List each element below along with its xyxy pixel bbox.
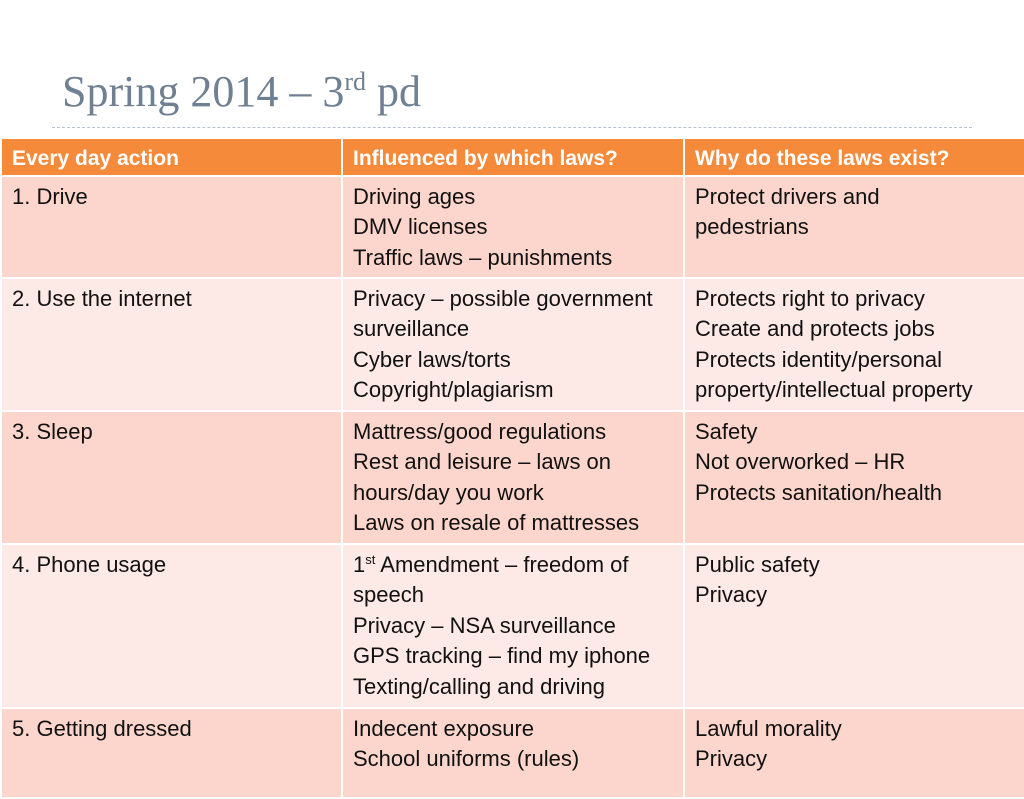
- title-superscript: rd: [344, 67, 367, 96]
- reasons-cell: [684, 708, 1024, 798]
- table-row: [1, 708, 1024, 798]
- reason-item: Lawful morality: [695, 715, 842, 741]
- law-ordinal-suffix: st: [365, 551, 376, 567]
- action-cell: [1, 708, 342, 798]
- action-cell: [1, 544, 342, 708]
- title-divider: [52, 127, 972, 128]
- law-item: Laws on resale of mattresses: [353, 510, 640, 536]
- law-ordinal: 1: [353, 551, 366, 577]
- reasons-cell: [684, 176, 1024, 278]
- law-item: Copyright/plagiarism: [353, 377, 554, 403]
- action-cell: [1, 411, 342, 544]
- header-row: [1, 138, 1024, 176]
- table-row: [1, 411, 1024, 544]
- law-item: [353, 550, 673, 611]
- reasons-cell: [684, 544, 1024, 708]
- reason-item: Safety: [695, 418, 758, 444]
- action-text: 3. Sleep: [12, 418, 93, 444]
- law-item: Privacy – NSA surveillance: [353, 612, 616, 638]
- reason-item: Privacy: [695, 582, 768, 608]
- table-row: [1, 176, 1024, 278]
- header-why-laws-exist: Why do these laws exist?: [684, 138, 1024, 176]
- reason-item: Protects sanitation/health: [695, 479, 943, 505]
- laws-cell: [342, 708, 684, 798]
- law-text: Amendment – freedom of speech: [353, 551, 629, 608]
- reasons-cell: [684, 278, 1024, 411]
- law-item: Cyber laws/torts: [353, 346, 511, 372]
- law-item: DMV licenses: [353, 214, 488, 240]
- action-text: 2. Use the internet: [12, 285, 192, 311]
- laws-cell: [342, 411, 684, 544]
- action-text: 1. Drive: [12, 183, 88, 209]
- table-row: [1, 544, 1024, 708]
- laws-cell: [342, 544, 684, 708]
- law-item: School uniforms (rules): [353, 746, 580, 772]
- laws-cell: [342, 176, 684, 278]
- reason-item: Protects identity/personal property/intellectual property: [695, 346, 973, 403]
- law-item: Texting/calling and driving: [353, 673, 605, 699]
- header-every-day-action: Every day action: [1, 138, 342, 176]
- reason-item: Not overworked – HR: [695, 449, 906, 475]
- page-title: [62, 67, 422, 116]
- reason-item: Public safety: [695, 551, 820, 577]
- law-item: Mattress/good regulations: [353, 418, 607, 444]
- law-item: Traffic laws – punishments: [353, 244, 613, 270]
- title-main: Spring 2014 – 3: [62, 67, 345, 116]
- reason-item: Protect drivers and pedestrians: [695, 183, 880, 240]
- law-item: Driving ages: [353, 183, 476, 209]
- action-text: 5. Getting dressed: [12, 715, 192, 741]
- reason-item: Create and protects jobs: [695, 316, 935, 342]
- action-cell: [1, 176, 342, 278]
- title-tail: pd: [366, 67, 422, 116]
- reason-item: Privacy: [695, 746, 768, 772]
- header-influenced-by-laws: Influenced by which laws?: [342, 138, 684, 176]
- law-item: Indecent exposure: [353, 715, 535, 741]
- action-cell: [1, 278, 342, 411]
- laws-cell: [342, 278, 684, 411]
- laws-table: [0, 137, 1024, 799]
- reasons-cell: [684, 411, 1024, 544]
- law-item: Privacy – possible government surveillance: [353, 285, 653, 342]
- reason-item: Protects right to privacy: [695, 285, 925, 311]
- table-row: [1, 278, 1024, 411]
- action-text: 4. Phone usage: [12, 551, 167, 577]
- law-item: GPS tracking – find my iphone: [353, 643, 651, 669]
- law-item: Rest and leisure – laws on hours/day you work: [353, 449, 612, 505]
